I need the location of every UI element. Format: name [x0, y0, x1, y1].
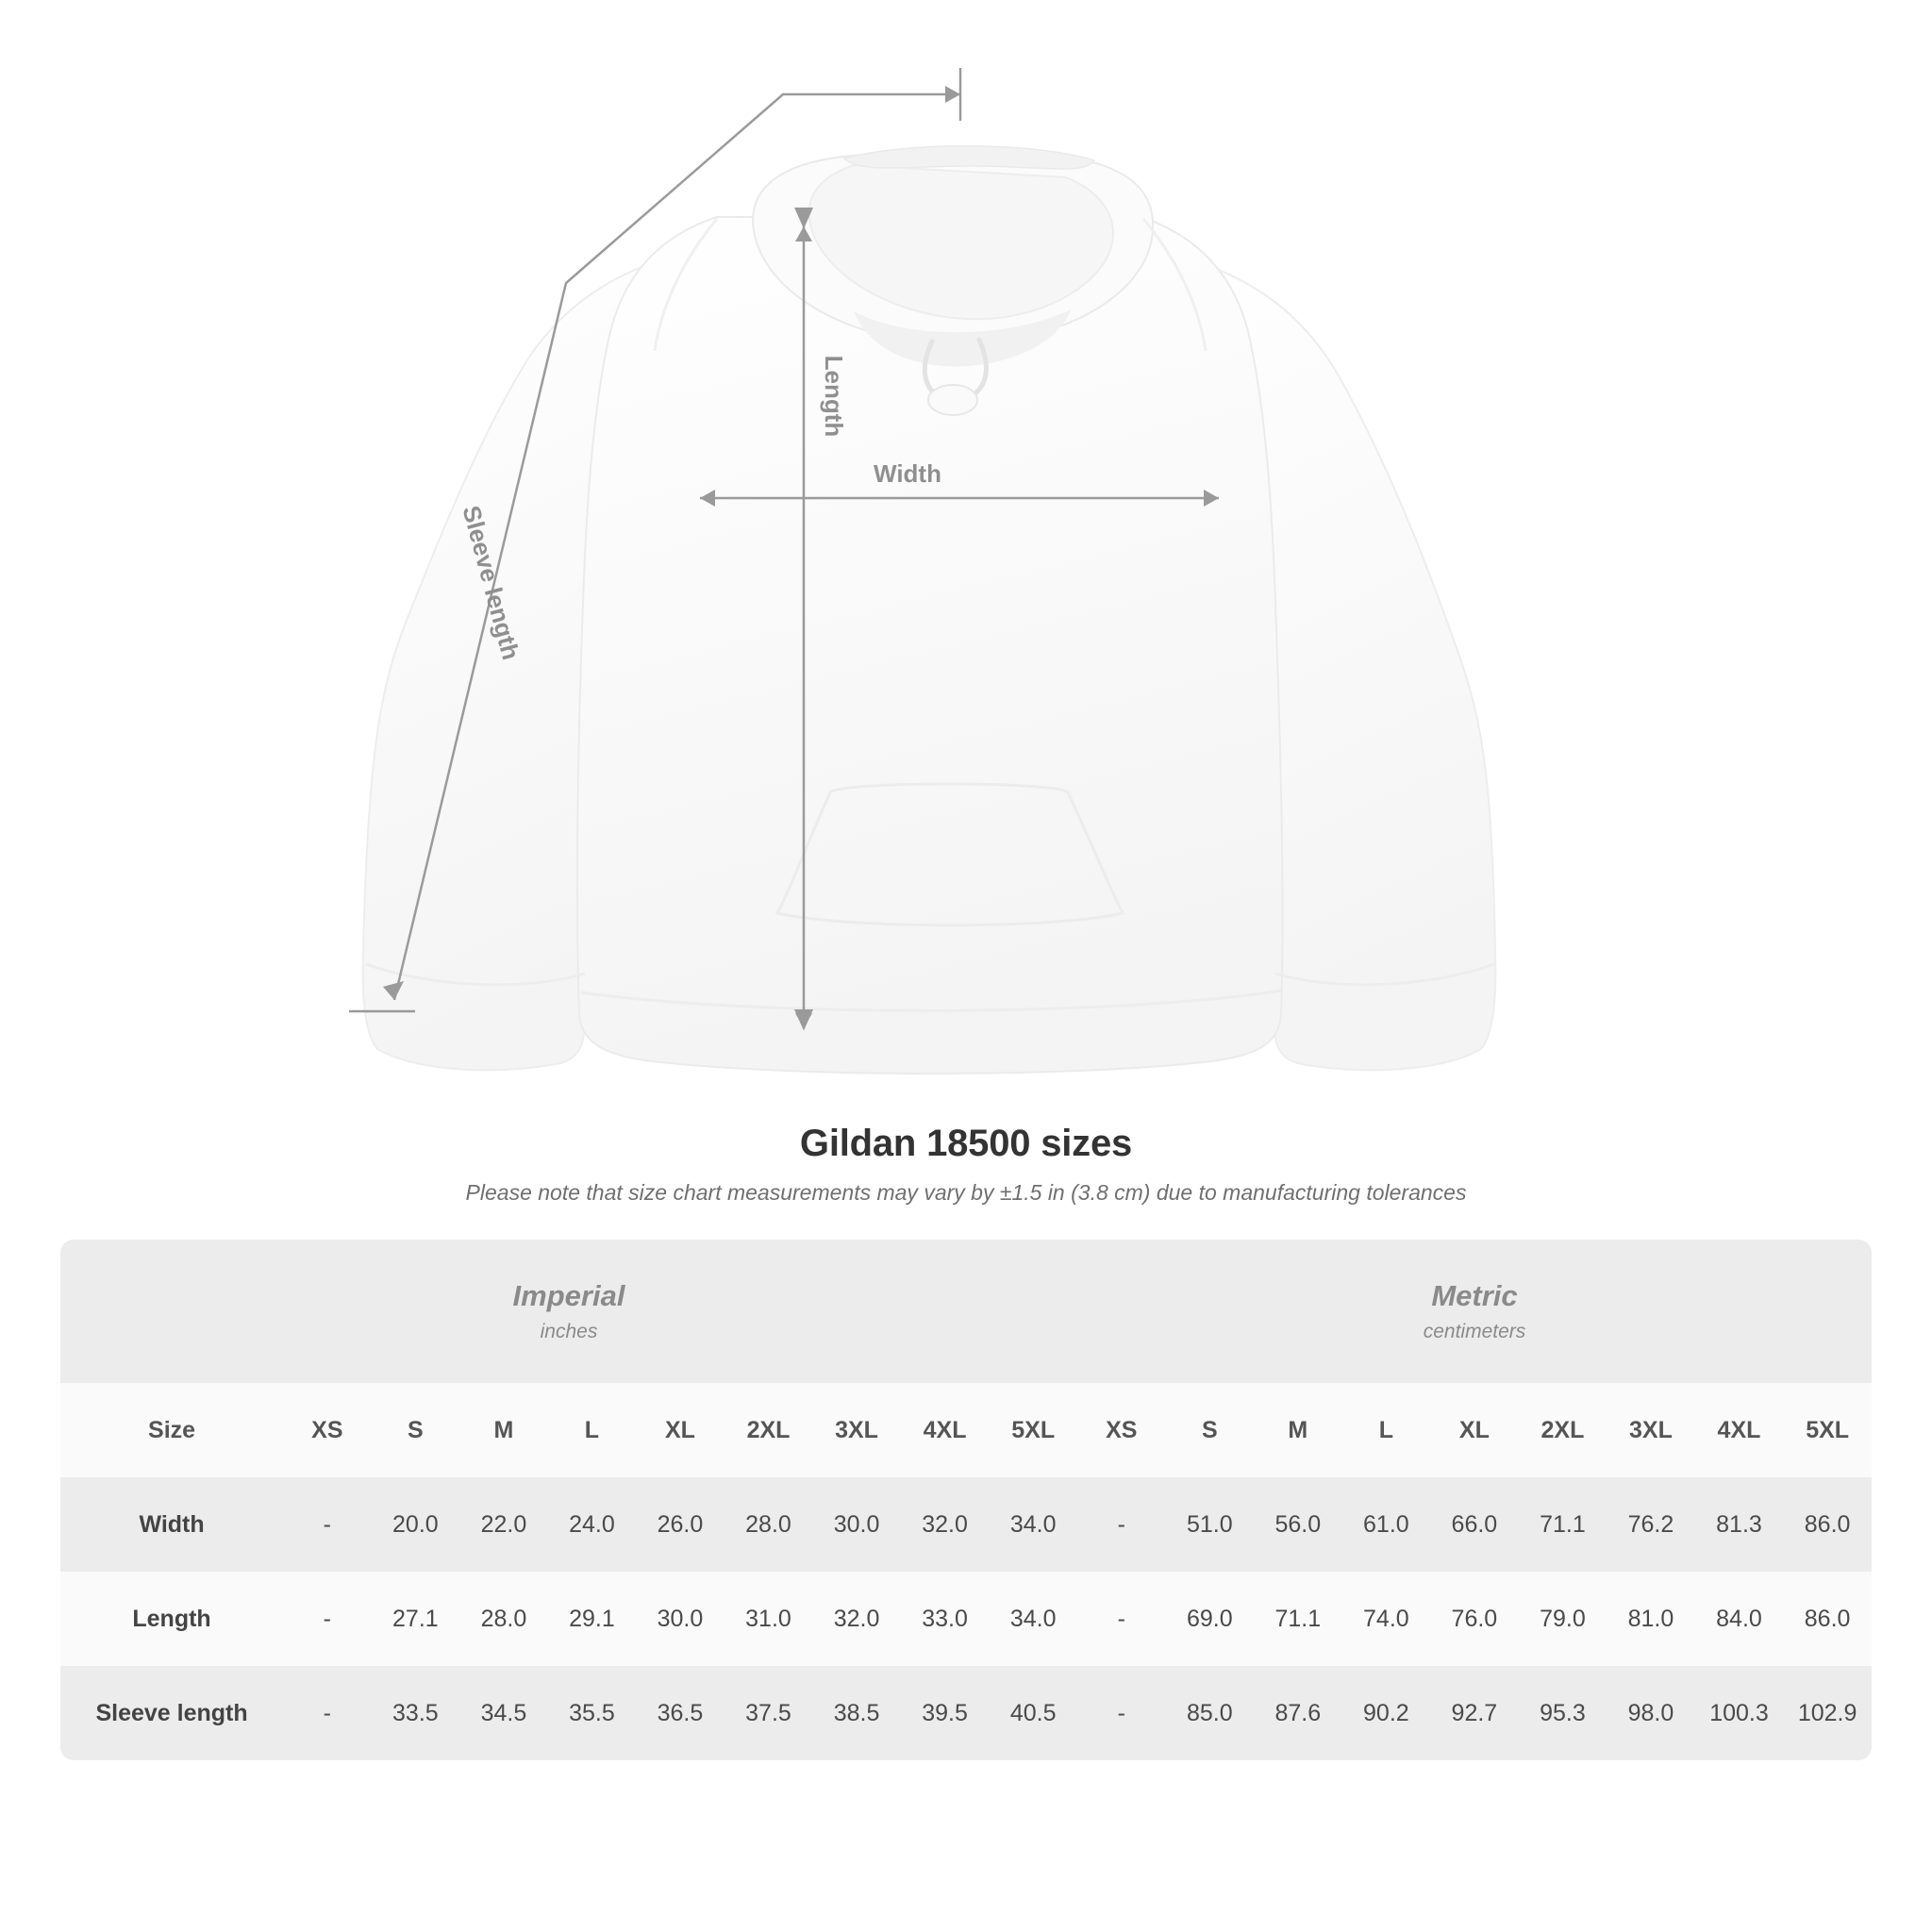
header-metric-m: M — [1254, 1383, 1342, 1477]
cell-width-metric-3xl: 76.2 — [1607, 1477, 1695, 1572]
length-label: Length — [820, 355, 848, 438]
cell-length-metric-3xl: 81.0 — [1607, 1572, 1695, 1666]
cell-sleeve-imperial-xl: 36.5 — [636, 1666, 724, 1760]
cell-sleeve-metric-l: 90.2 — [1342, 1666, 1431, 1760]
cell-width-metric-m: 56.0 — [1254, 1477, 1342, 1572]
cell-sleeve-imperial-xs: - — [283, 1666, 372, 1760]
cell-length-imperial-xl: 30.0 — [636, 1572, 724, 1666]
cell-width-imperial-2xl: 28.0 — [724, 1477, 813, 1572]
unit-imperial-sub: inches — [540, 1321, 598, 1342]
unit-metric — [1077, 1240, 1872, 1383]
unit-imperial — [60, 1240, 1077, 1383]
header-metric-5xl: 5XL — [1783, 1383, 1872, 1477]
cell-length-imperial-xs: - — [283, 1572, 372, 1666]
cell-length-metric-l: 74.0 — [1342, 1572, 1431, 1666]
cell-sleeve-imperial-4xl: 39.5 — [901, 1666, 990, 1760]
size-header-row — [60, 1383, 1872, 1477]
header-metric-s: S — [1166, 1383, 1255, 1477]
header-imperial-m: M — [459, 1383, 548, 1477]
cell-sleeve-metric-5xl: 102.9 — [1783, 1666, 1872, 1760]
cell-sleeve-metric-4xl: 100.3 — [1695, 1666, 1784, 1760]
unit-metric-name: Metric — [1431, 1279, 1518, 1312]
cell-length-imperial-2xl: 31.0 — [724, 1572, 813, 1666]
cell-length-imperial-l: 29.1 — [548, 1572, 637, 1666]
header-imperial-2xl: 2XL — [724, 1383, 813, 1477]
cell-width-imperial-s: 20.0 — [372, 1477, 460, 1572]
cell-length-metric-m: 71.1 — [1254, 1572, 1342, 1666]
cell-width-imperial-5xl: 34.0 — [989, 1477, 1077, 1572]
cell-length-metric-4xl: 84.0 — [1695, 1572, 1784, 1666]
header-imperial-xl: XL — [636, 1383, 724, 1477]
header-imperial-xs: XS — [283, 1383, 372, 1477]
header-metric-2xl: 2XL — [1519, 1383, 1607, 1477]
cell-width-imperial-l: 24.0 — [548, 1477, 637, 1572]
cell-width-metric-xl: 66.0 — [1430, 1477, 1519, 1572]
cell-sleeve-metric-m: 87.6 — [1254, 1666, 1342, 1760]
header-metric-xs: XS — [1077, 1383, 1166, 1477]
cell-sleeve-metric-xs: - — [1077, 1666, 1166, 1760]
cell-width-metric-xs: - — [1077, 1477, 1166, 1572]
cell-width-imperial-4xl: 32.0 — [901, 1477, 990, 1572]
table-row — [60, 1477, 1872, 1572]
cell-sleeve-imperial-l: 35.5 — [548, 1666, 637, 1760]
cell-length-metric-xl: 76.0 — [1430, 1572, 1519, 1666]
cell-sleeve-metric-3xl: 98.0 — [1607, 1666, 1695, 1760]
cell-length-metric-2xl: 79.0 — [1519, 1572, 1607, 1666]
header-metric-3xl: 3XL — [1607, 1383, 1695, 1477]
row-label-width: Width — [60, 1477, 283, 1572]
width-label: Width — [874, 459, 941, 488]
cell-length-imperial-m: 28.0 — [459, 1572, 548, 1666]
cell-width-metric-s: 51.0 — [1166, 1477, 1255, 1572]
hoodie-shape — [363, 146, 1496, 1074]
header-size: Size — [60, 1383, 283, 1477]
cell-length-imperial-4xl: 33.0 — [901, 1572, 990, 1666]
cell-sleeve-imperial-2xl: 37.5 — [724, 1666, 813, 1760]
cell-width-imperial-xs: - — [283, 1477, 372, 1572]
page-title: Gildan 18500 sizes — [799, 1123, 1133, 1164]
cell-length-metric-5xl: 86.0 — [1783, 1572, 1872, 1666]
cell-length-metric-xs: - — [1077, 1572, 1166, 1666]
cell-length-imperial-5xl: 34.0 — [989, 1572, 1077, 1666]
cell-sleeve-imperial-m: 34.5 — [459, 1666, 548, 1760]
sleeve-length-label: Sleeve length — [457, 502, 525, 663]
cell-sleeve-metric-2xl: 95.3 — [1519, 1666, 1607, 1760]
header-imperial-4xl: 4XL — [901, 1383, 990, 1477]
cell-sleeve-imperial-s: 33.5 — [372, 1666, 460, 1760]
row-label-sleeve-length: Sleeve length — [60, 1666, 283, 1760]
cell-width-metric-4xl: 81.3 — [1695, 1477, 1784, 1572]
cell-sleeve-imperial-3xl: 38.5 — [812, 1666, 901, 1760]
unit-header-row — [60, 1240, 1872, 1383]
cell-length-metric-s: 69.0 — [1166, 1572, 1255, 1666]
cell-sleeve-metric-xl: 92.7 — [1430, 1666, 1519, 1760]
header-metric-xl: XL — [1430, 1383, 1519, 1477]
measurement-note: Please note that size chart measurements may vary by ±1.5 in (3.8 cm) due to manufacturing tolerances — [465, 1180, 1467, 1205]
row-label-length: Length — [60, 1572, 283, 1666]
cell-width-metric-2xl: 71.1 — [1519, 1477, 1607, 1572]
cell-width-metric-5xl: 86.0 — [1783, 1477, 1872, 1572]
cell-width-imperial-m: 22.0 — [459, 1477, 548, 1572]
cell-width-metric-l: 61.0 — [1342, 1477, 1431, 1572]
cell-sleeve-metric-s: 85.0 — [1166, 1666, 1255, 1760]
table-row — [60, 1572, 1872, 1666]
cell-length-imperial-3xl: 32.0 — [812, 1572, 901, 1666]
cell-sleeve-imperial-5xl: 40.5 — [989, 1666, 1077, 1760]
header-imperial-5xl: 5XL — [989, 1383, 1077, 1477]
unit-metric-sub: centimeters — [1423, 1321, 1526, 1342]
size-table — [60, 1240, 1872, 1760]
header-imperial-3xl: 3XL — [812, 1383, 901, 1477]
title-block — [0, 1123, 1932, 1206]
cell-width-imperial-3xl: 30.0 — [812, 1477, 901, 1572]
unit-imperial-name: Imperial — [512, 1279, 625, 1312]
header-imperial-l: L — [548, 1383, 637, 1477]
header-metric-l: L — [1342, 1383, 1431, 1477]
cell-width-imperial-xl: 26.0 — [636, 1477, 724, 1572]
cell-length-imperial-s: 27.1 — [372, 1572, 460, 1666]
header-metric-4xl: 4XL — [1695, 1383, 1784, 1477]
size-table-wrap — [60, 1240, 1872, 1760]
table-row — [60, 1666, 1872, 1760]
header-imperial-s: S — [372, 1383, 460, 1477]
